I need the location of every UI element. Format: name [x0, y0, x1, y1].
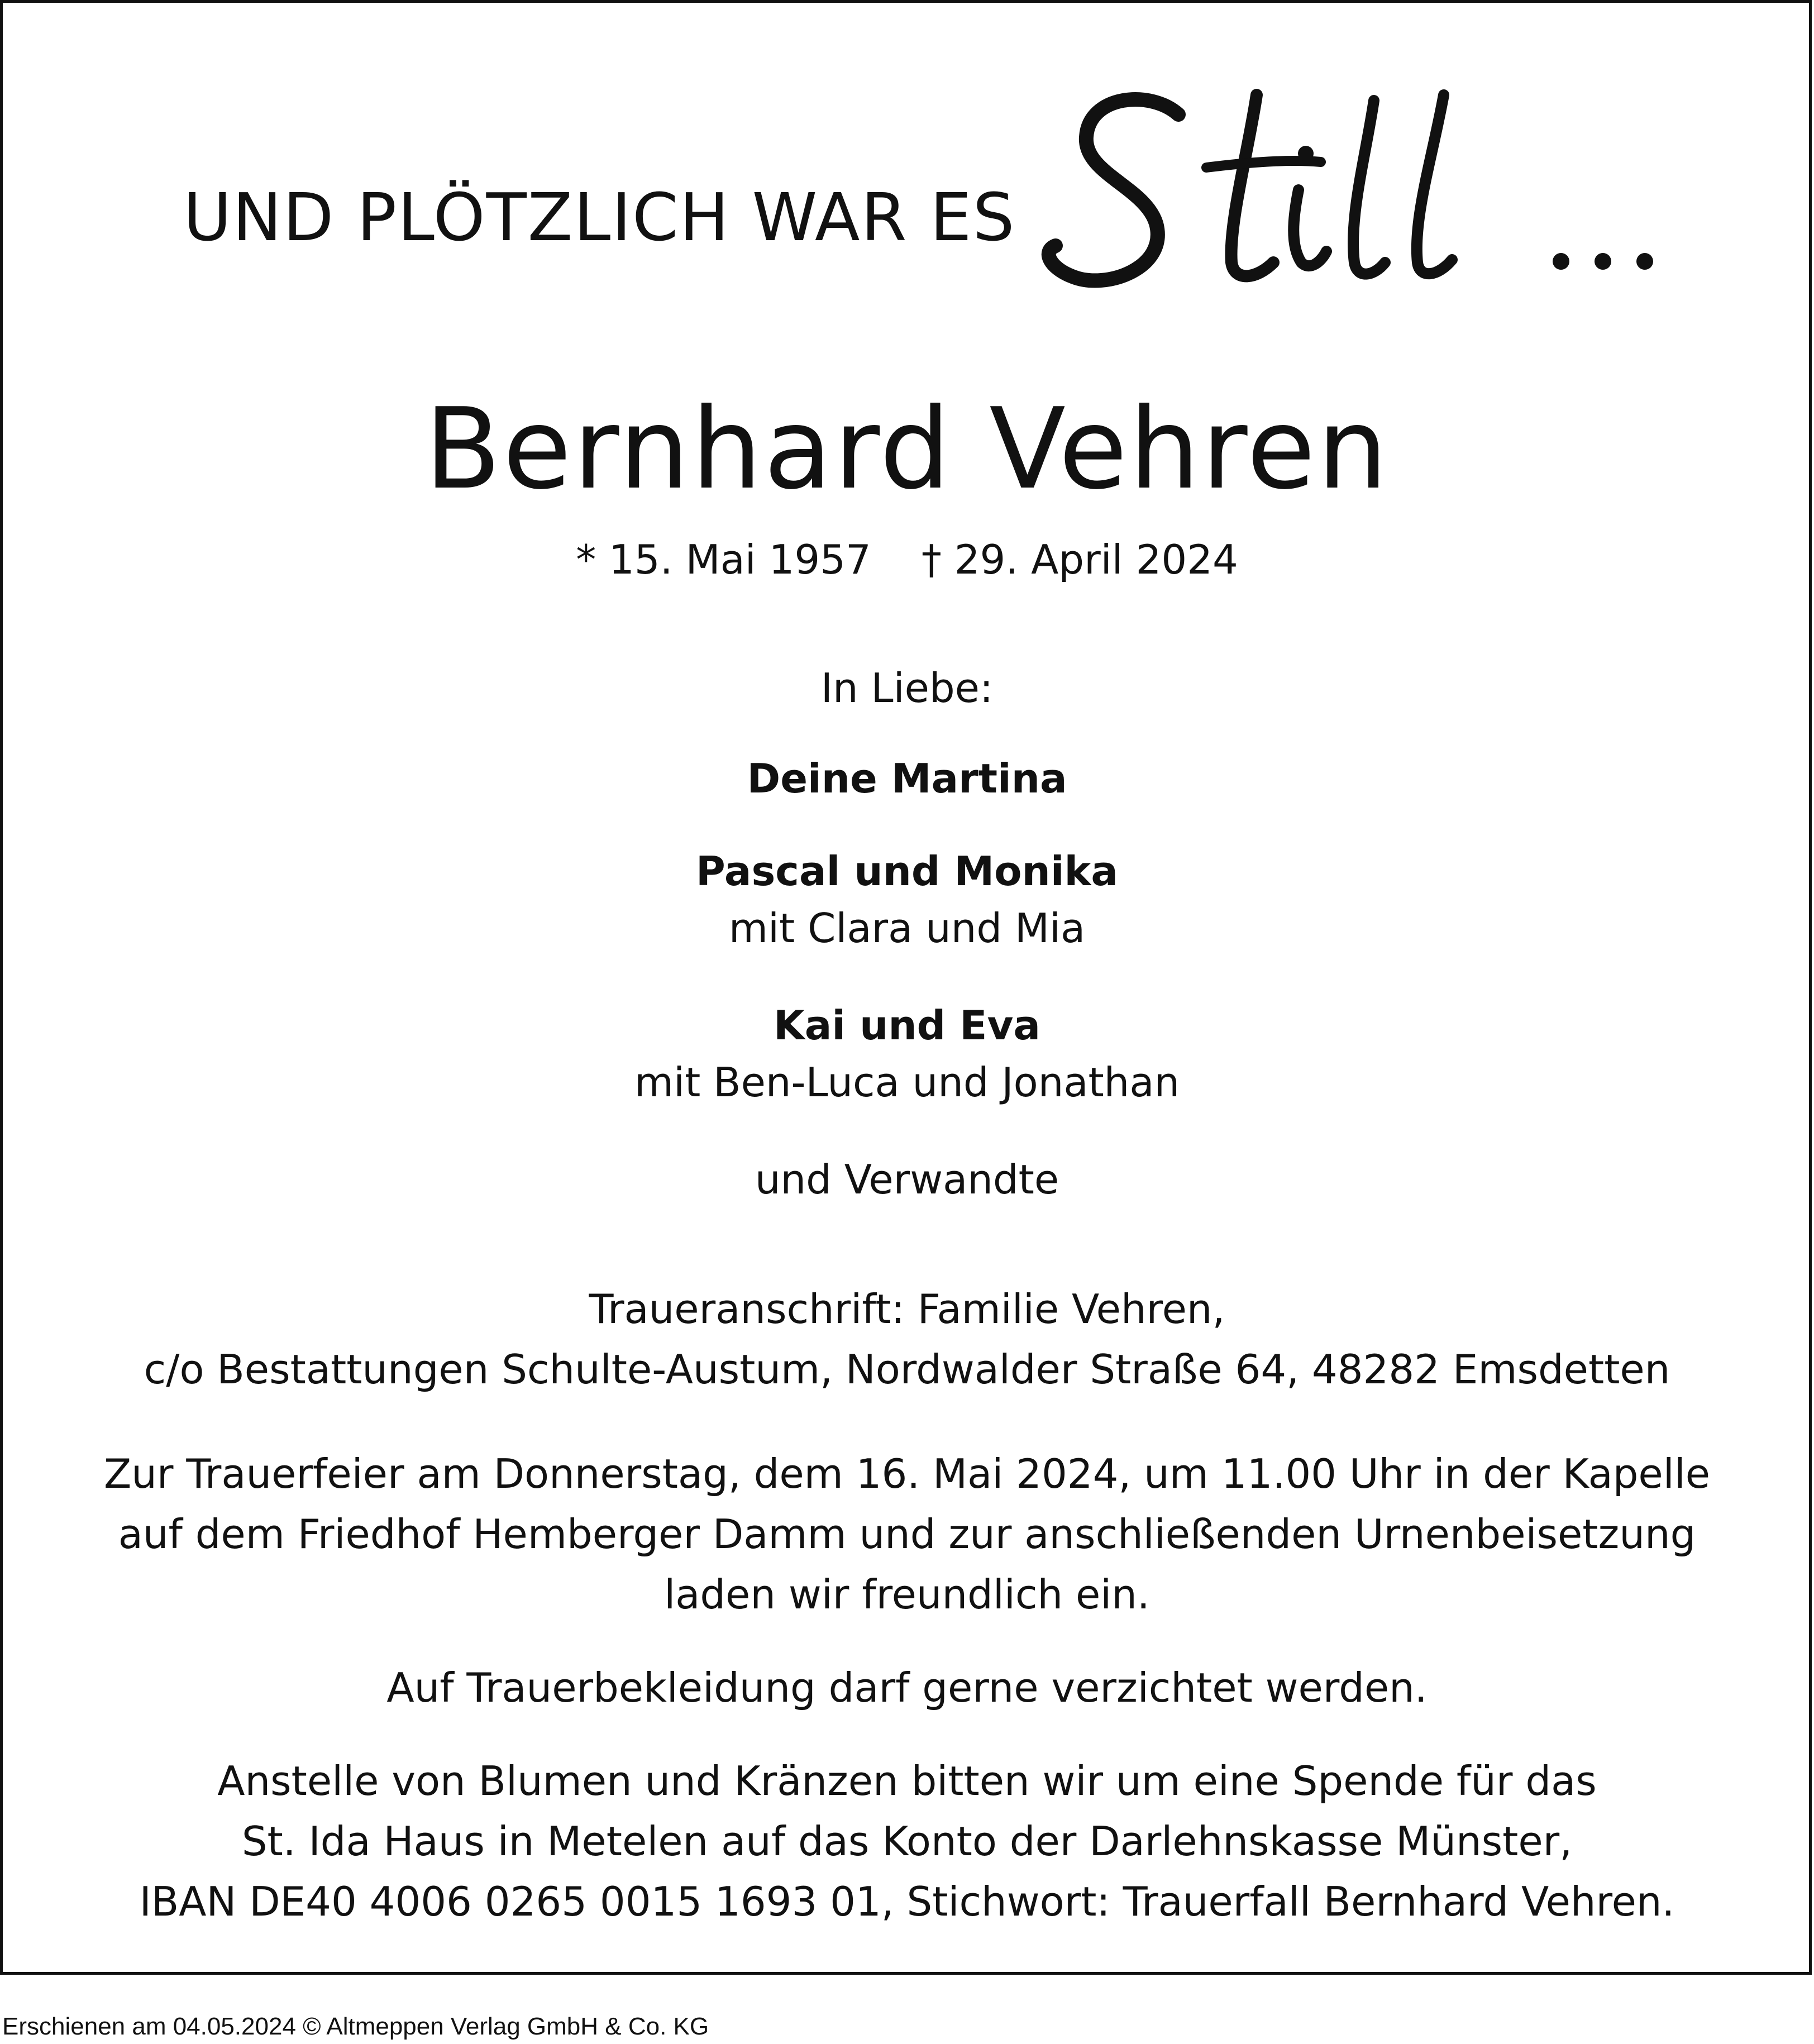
- death-date: † 29. April 2024: [921, 536, 1238, 583]
- relatives-label: und Verwandte: [755, 1156, 1059, 1203]
- address-line-2: c/o Bestattungen Schulte-Austum, Nordwalder Straße 64, 48282 Emsdetten: [144, 1346, 1670, 1393]
- mourner-sub: mit Ben-Luca und Jonathan: [634, 1059, 1180, 1106]
- relatives-line: [0, 1149, 1814, 1210]
- donation-request: [0, 1751, 1814, 1932]
- mourner-name: Deine Martina: [747, 755, 1067, 802]
- birth-date: * 15. Mai 1957: [576, 536, 871, 583]
- ceremony-line-3: laden wir freundlich ein.: [664, 1571, 1150, 1618]
- publication-footer: Erschienen am 04.05.2024 © Altmeppen Verlag GmbH & Co. KG: [2, 2013, 709, 2040]
- dress-note-text: Auf Trauerbekleidung darf gerne verzichtet werden.: [386, 1664, 1428, 1711]
- headline-lead: UND PLÖTZLICH WAR ES: [183, 179, 1016, 256]
- ellipsis-dot: [1553, 253, 1569, 270]
- in-liebe-label: In Liebe:: [820, 665, 994, 711]
- mourner-group-martina: [0, 748, 1814, 809]
- still-script-word: [1039, 84, 1687, 318]
- donation-line-3: IBAN DE40 4006 0265 0015 1693 01, Stichwort: Trauerfall Bernhard Vehren.: [139, 1878, 1675, 1925]
- address-line-1: Traueranschrift: Familie Vehren,: [589, 1286, 1225, 1333]
- life-dates: [0, 536, 1814, 583]
- ceremony-line-2: auf dem Friedhof Hemberger Damm und zur anschließenden Urnenbeisetzung: [118, 1511, 1696, 1558]
- mourner-group-pascal: [0, 841, 1814, 958]
- mourners-intro: [0, 658, 1814, 718]
- mourning-address: [0, 1279, 1814, 1400]
- ceremony-line-1: Zur Trauerfeier am Donnerstag, dem 16. Mai 2024, um 11.00 Uhr in der Kapelle: [103, 1450, 1711, 1497]
- headline: [0, 84, 1814, 318]
- mourner-name: Pascal und Monika: [696, 848, 1118, 895]
- ellipsis-dot: [1595, 253, 1611, 270]
- ceremony-invitation: [0, 1444, 1814, 1625]
- dress-note: [0, 1658, 1814, 1718]
- mourner-group-kai: [0, 995, 1814, 1112]
- ellipsis-dot: [1636, 253, 1653, 270]
- donation-line-2: St. Ida Haus in Metelen auf das Konto der Darlehnskasse Münster,: [241, 1818, 1573, 1865]
- donation-line-1: Anstelle von Blumen und Kränzen bitten wir um eine Spende für das: [217, 1758, 1597, 1804]
- mourner-name: Kai und Eva: [774, 1002, 1040, 1049]
- mourner-sub: mit Clara und Mia: [728, 905, 1086, 952]
- deceased-name: Bernhard Vehren: [424, 384, 1390, 514]
